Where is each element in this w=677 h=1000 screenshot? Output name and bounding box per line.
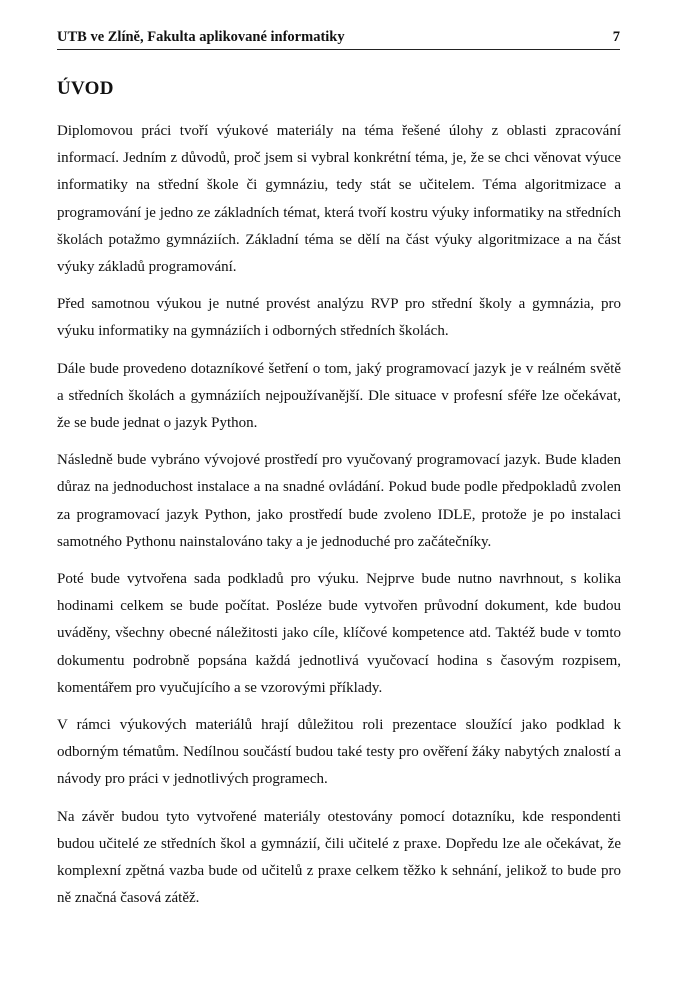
paragraph-materials: Poté bude vytvořena sada podkladů pro výuku. Nejprve bude nutno navrhnout, s kolika hodinami celkem se bude počítat. Posléze bude vytvořen průvodní dokument, kde budou uváděny, všechny obecné náležitosti jako cíle, klíčové kompetence atd. Taktéž bude v tomto dokumentu podrobně popsána každá jednotlivá vyučovací hodina s časovým rozpisem, komentářem pro vyučujícího a se vzorovými příklady. [57, 571, 621, 696]
paragraph-ide: Následně bude vybráno vývojové prostředí pro vyučovaný programovací jazyk. Bude kladen důraz na jednoduchost instalace a na snadné ovládání. Pokud bude podle předpokladů zvolen za programovací jazyk Python, jako prostředí bude zvoleno IDLE, protože je po instalaci samotného Pythonu nainstalováno taky a je jednoduché pro začátečníky. [57, 452, 621, 550]
document-body [57, 118, 621, 922]
paragraph-presentations: V rámci výukových materiálů hrají důležitou roli prezentace sloužící jako podklad k odborným tématům. Nedílnou součástí budou také testy pro ověření žáky nabytých znalostí a návody pro práci v jednotlivých programech. [57, 717, 621, 788]
chapter-title: ÚVOD [57, 78, 114, 99]
page-header [57, 26, 620, 50]
header-institution: UTB ve Zlíně, Fakulta aplikované informatiky [57, 29, 345, 45]
paragraph-intro: Diplomovou práci tvoří výukové materiály na téma řešené úlohy z oblasti zpracování informací. Jedním z důvodů, proč jsem si vybral konkrétní téma, je, že se chci věnovat výuce informatiky na střední škole či gymnáziu, tedy stát se učitelem. Téma algoritmizace a programování je jedno ze základních témat, která tvoří kostru výuky informatiky na středních školách potažmo gymnáziích. Základní téma se dělí na část výuky algoritmizace a na část výuky základů programování. [57, 123, 621, 276]
paragraph-rvp-analysis: Před samotnou výukou je nutné provést analýzu RVP pro střední školy a gymnázia, pro výuku informatiky na gymnáziích i odborných středních školách. [57, 296, 621, 340]
page-number: 7 [612, 29, 620, 45]
paragraph-evaluation: Na závěr budou tyto vytvořené materiály otestovány pomocí dotazníku, kde respondenti budou učitelé ze středních škol a gymnázií, čili učitelé z praxe. Dopředu lze ale očekávat, že komplexní zpětná vazba bude od učitelů z praxe celkem těžko k sehnání, jelikož to bude pro ně značná časová zátěž. [57, 808, 621, 907]
paragraph-survey: Dále bude provedeno dotazníkové šetření o tom, jaký programovací jazyk je v reálném světě a středních školách a gymnáziích nejpoužívanější. Dle situace v profesní sféře lze očekávat, že se bude jednat o jazyk Python. [57, 360, 621, 432]
